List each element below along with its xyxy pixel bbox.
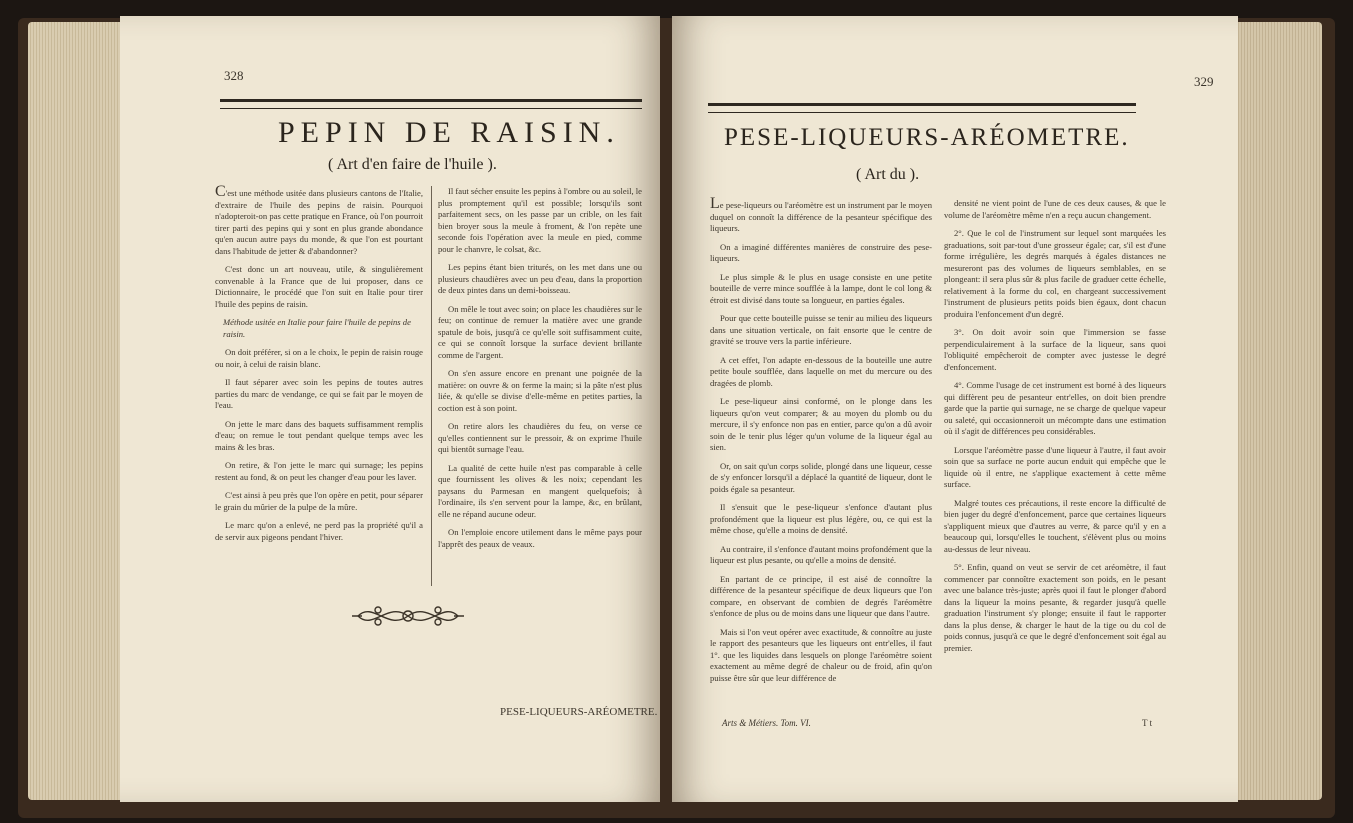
- section-heading: Méthode usitée en Italie pour faire l'huile de pepins de raisin.: [223, 317, 411, 339]
- paragraph: Le pese-liqueur ainsi conformé, on le plonge dans les liqueurs qu'on veut comparer; & au moyen du plomb ou du mercure, il s'y enfonce non pas en entier, parce qu'on a dû avoir soin de le tenir plus léger qu'un volume de la liqueur égal au sien.: [710, 396, 932, 452]
- drop-cap: L: [710, 195, 720, 212]
- right-page: [672, 16, 1238, 802]
- paragraph: Or, on sait qu'un corps solide, plongé dans une liqueur, cesse de s'y enfoncer lorsqu'il a déplacé la quantité de liqueur, dont le poids égale sa pesanteur.: [710, 460, 932, 494]
- left-column-2: [438, 186, 642, 557]
- paragraph: On retire alors les chaudières du feu, on verse ce qu'elles contiennent sur le pressoir, & on exprime l'huile qui bientôt surnage l'eau.: [438, 421, 642, 454]
- paragraph: A cet effet, l'on adapte en-dessous de la bouteille une autre petite boule soufflée, dans laquelle on met du mercure ou des dragées de plomb.: [710, 354, 932, 388]
- paragraph: Au contraire, il s'enfonce d'autant moins profondément que la liqueur est plus pesante, ou qu'elle a moins de densité.: [710, 543, 932, 565]
- volume-footer: Arts & Métiers. Tom. VI.: [722, 718, 811, 728]
- paragraph: 3°. On doit avoir soin que l'immersion se fasse perpendiculairement à la surface de la liqueur, sans quoi l'obliquité empêcheroit de compter avec justesse le degré d'enfoncement.: [944, 327, 1166, 372]
- right-page-number: 329: [1194, 74, 1214, 89]
- paragraph: 5°. Enfin, quand on veut se servir de cet aréomètre, il faut commencer par connoître exactement son poids, en le pesant avec une balance très-juste; après quoi il faut le plonger d'abord dans la liqueur la moins pesante, & regarder jusqu'à quelle graduation l'instrument s'y plonge; ensuite il faut le rapporter dans la plus dense, & charger le haut de la tige ou du col de poids connus, jusqu'à ce que le degré d'enfoncement soit égal au premier.: [944, 562, 1166, 653]
- paragraph: Les pepins étant bien triturés, on les met dans une ou plusieurs chaudières avec un peu d'eau, dans la proportion de deux pintes dans un demi-boisseau.: [438, 262, 642, 295]
- left-article-subtitle: ( Art d'en faire de l'huile ).: [328, 156, 497, 173]
- paragraph: 2°. Que le col de l'instrument sur lequel sont marquées les graduations, soit par-tout d'une grosseur égale; car, s'il est d'une forme irrégulière, les degrés marqués à égales distances ne mesureront pas des volumes de liqueurs semblables, en se plongeant: il sera plus sûr & plus facile de graduer cette échelle, relativement à la forme du col, en chargeant successivement l'instrument de plusieurs petits poids bien égaux, dont chacun produira l'enfoncement d'un degré.: [944, 228, 1166, 319]
- paragraph: On l'emploie encore utilement dans le même pays pour l'apprêt des peaux de veaux.: [438, 527, 642, 549]
- left-page-number: 328: [224, 68, 244, 83]
- paragraph-text: 'est une méthode usitée dans plusieurs cantons de l'Italie, d'extraire de l'huile des pepins de raisin. Pourquoi n'adopteroit-on pas cette pratique en France, où l'on pourroit tirer parti des pepins qui y sont en plus grande abondance qu'en aucun autre pays du monde, & que l'on est pourtant dans l'habitude de jetter & d'abandonner?: [215, 188, 423, 256]
- paragraph: Lorsque l'aréomètre passe d'une liqueur à l'autre, il faut avoir soin que sa surface ne porte aucun enduit qui empêche que le liquide où il entre, ne s'applique exactement à cette même surface.: [944, 444, 1166, 489]
- paragraph: On mêle le tout avec soin; on place les chaudières sur le feu; on continue de remuer la matière avec une grande spatule de bois, jusqu'à ce qu'elle soit suffisamment cuite, ce qui se connoît lorsque la surface devient brillante comme de l'argent.: [438, 303, 642, 360]
- paragraph: On s'en assure encore en prenant une poignée de la matière: on ouvre & on ferme la main; si la pâte n'est plus liée, & qu'elle se divise d'elle-même en petites parties, la coction est à son point.: [438, 368, 642, 413]
- paragraph: Mais si l'on veut opérer avec exactitude, & connoître au juste le rapport des pesanteurs que les liqueurs ont entr'elles, il faut 1°. que les liquides dans lesquels on plonge l'aréomètre soient exactement au même degré de chaleur ou de froid, afin qu'on puisse être sûr que leur différence de: [710, 626, 932, 683]
- paragraph: 4°. Comme l'usage de cet instrument est borné à des liqueurs qui diffèrent peu de pesanteur entr'elles, on doit bien prendre garde que la partie qui surnage, ne se charge de quelque vapeur ou saleté, qui occasionneroit un mécompte dans une estimation où il s'agit de différences peu considérables.: [944, 380, 1166, 436]
- right-article-subtitle: ( Art du ).: [856, 166, 920, 183]
- paragraph: En partant de ce principe, il est aisé de connoître la différence de la pesanteur spécifique de deux liqueurs que l'on compare, en observant de combien de degrés l'aréomètre s'enfonce de plus ou de moins dans une liqueur que dans l'autre.: [710, 573, 932, 618]
- left-column-1: [215, 183, 423, 550]
- left-catchword: PESE-LIQUEURS-ARÉOMETRE.: [500, 706, 658, 718]
- drop-cap: C: [215, 183, 226, 200]
- paragraph: La qualité de cette huile n'est pas comparable à celle que fournissent les olives & les noix; cependant les paysans du Parmesan en mangent quelquefois; à l'ordinaire, ils s'en servent pour la lampe, &c, en brûlant, elle ne répand aucune odeur.: [438, 462, 642, 519]
- signature-mark: T t: [1142, 718, 1153, 728]
- paragraph: On retire, & l'on jette le marc qui surnage; les pepins restent au fond, & on peut les changer d'eau pour les laver.: [215, 460, 423, 482]
- paragraph: On jette le marc dans des baquets suffisamment remplis d'eau; on remue le tout pendant quelque temps avec les mains & les bras.: [215, 418, 423, 452]
- paragraph: Il faut sécher ensuite les pepins à l'ombre ou au soleil, le plus promptement qu'il est possible; lorsqu'ils sont parfaitement secs, on les passe par un crible, on les fait bien broyer sous la meule à froment, & l'on repète une seconde fois l'opération avec la meule en pied, comme pour le chanvre, le colsat, &c.: [438, 186, 642, 254]
- paragraph: Il faut séparer avec soin les pepins de toutes autres parties du marc de vendange, ce qui se fait par le moyen de l'eau.: [215, 377, 423, 410]
- paragraph: C'est ainsi à peu près que l'on opère en petit, pour séparer le grain du mûrier de la pulpe de la mûre.: [215, 490, 423, 512]
- left-article-title: PEPIN DE RAISIN.: [278, 116, 620, 149]
- floral-ornament-icon: [348, 596, 468, 636]
- paragraph: Malgré toutes ces précautions, il reste encore la difficulté de bien juger du degré d'enfoncement, parce que certaines liqueurs s'appliquent mieux que d'autres au verre, & parce qu'il y en a beaucoup qui, lorsqu'elles le touchent, s'élèvent plus ou moins au-dessus de leur niveau.: [944, 497, 1166, 554]
- paragraph: Le marc qu'on a enlevé, ne perd pas la propriété qu'il a de servir aux pigeons pendant l'hiver.: [215, 520, 423, 542]
- paragraph: C'est donc un art nouveau, utile, & singulièrement convenable à la France que de lui proposer, dans ce Dictionnaire, le procédé que l'on suit en Italie pour tirer l'huile des pepins de raisin.: [215, 264, 423, 309]
- paragraph: Le plus simple & le plus en usage consiste en une petite bouteille de verre mince soufflée à la lampe, dont le col long & étroit est divisé dans toute sa longueur, en parties égales.: [710, 271, 932, 305]
- right-page-edges: [1236, 22, 1322, 800]
- opening-paragraph: [215, 183, 423, 257]
- paragraph: Pour que cette bouteille puisse se tenir au milieu des liqueurs dans une situation verticale, on fait ensorte que le centre de gravité se trouve vers la partie inférieure.: [710, 313, 932, 346]
- opening-paragraph: [710, 195, 932, 235]
- column-divider: [431, 186, 432, 586]
- paragraph: densité ne vient point de l'une de ces deux causes, & que le volume de l'aréomètre même n'en a reçu aucun changement.: [944, 198, 1166, 220]
- right-header-rule: [708, 103, 1136, 113]
- paragraph: Il s'ensuit que le pese-liqueur s'enfonce d'autant plus profondément que la liqueur est plus légère, ou, ce qui est la même chose, qu'elle a moins de densité.: [710, 502, 932, 535]
- left-page: [120, 16, 660, 802]
- right-column-1: [710, 195, 932, 691]
- left-page-edges: [28, 22, 122, 800]
- paragraph: On doit préférer, si on a le choix, le pepin de raisin rouge ou noir, à celui de raisin blanc.: [215, 347, 423, 369]
- right-article-title: PESE-LIQUEURS-ARÉOMETRE.: [724, 124, 1130, 151]
- right-column-2: [944, 198, 1166, 661]
- left-header-rule: [220, 99, 642, 109]
- paragraph: On a imaginé différentes manières de construire des pese-liqueurs.: [710, 241, 932, 263]
- paragraph-text: e pese-liqueurs ou l'aréomètre est un instrument par le moyen duquel on connoît la différence de la pesanteur spécifique des liqueurs.: [710, 200, 932, 233]
